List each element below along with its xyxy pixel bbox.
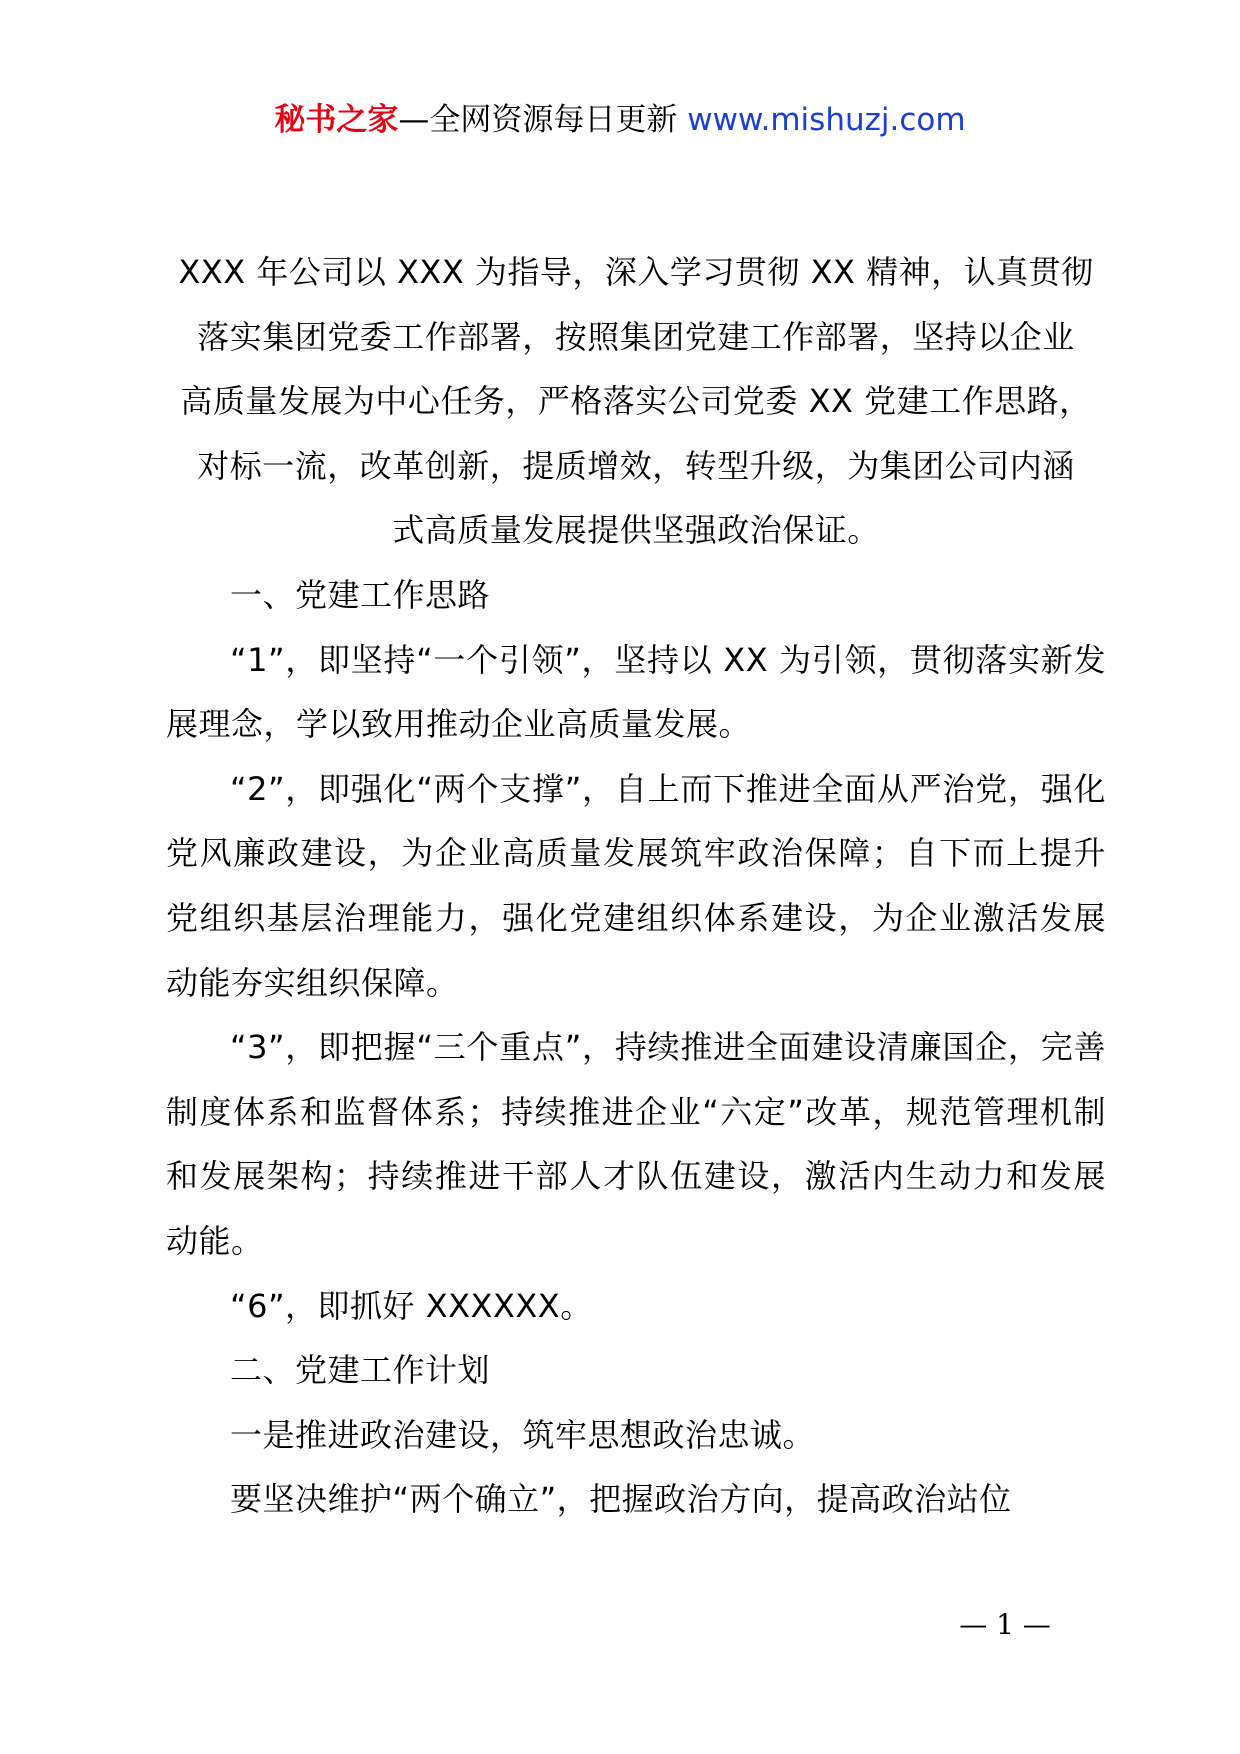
paragraph-point-3: “3”，即把握“三个重点”，持续推进全面建设清廉国企，完善制度体系和监督体系；持续推进企业“六定”改革，规范管理机制和发展架构；持续推进干部人才队伍建设，激活内生动力和发展动能。 [166, 1028, 1106, 1260]
intro-line: 式高质量发展提供坚强政治保证。 [392, 511, 880, 550]
intro-line: 对标一流，改革创新，提质增效，转型升级，为集团公司内涵 [197, 446, 1075, 485]
site-header [0, 100, 1240, 140]
paragraph-point-2: “2”，即强化“两个支撑”，自上而下推进全面从严治党，强化党风廉政建设，为企业高质量发展筑牢政治保障；自下而上提升党组织基层治理能力，强化党建组织体系建设，为企业激活发展动能夯实组织保障。 [166, 769, 1106, 1002]
page-number: — 1 — [959, 1608, 1051, 1641]
intro-line: 高质量发展为中心任务，严格落实公司党委 XX 党建工作思路， [180, 382, 1092, 421]
brand-name: 秘书之家 [274, 102, 399, 138]
paragraph-point-6: “6”，即抓好 XXXXXX。 [230, 1286, 593, 1325]
site-url-link[interactable]: www.mishuzj.com [687, 102, 966, 138]
document-body [166, 240, 1106, 1532]
section-heading-work-plan: 二、党建工作计划 [230, 1351, 491, 1390]
intro-paragraph [166, 240, 1106, 563]
subheading-political-construction: 一是推进政治建设，筑牢思想政治忠诚。 [230, 1415, 816, 1454]
header-tagline: —全网资源每日更新 [398, 102, 688, 138]
intro-line: XXX 年公司以 XXX 为指导，深入学习贯彻 XX 精神，认真贯彻 [178, 253, 1094, 291]
intro-line: 落实集团党委工作部署，按照集团党建工作部署，坚持以企业 [197, 317, 1075, 356]
paragraph-point-1: “1”，即坚持“一个引领”，坚持以 XX 为引领，贯彻落实新发展理念，学以致用推动企业高质量发展。 [166, 640, 1106, 744]
paragraph-political-construction: 要坚决维护“两个确立”，把握政治方向，提高政治站位 [230, 1480, 1012, 1519]
section-heading-work-ideas: 一、党建工作思路 [230, 575, 491, 614]
